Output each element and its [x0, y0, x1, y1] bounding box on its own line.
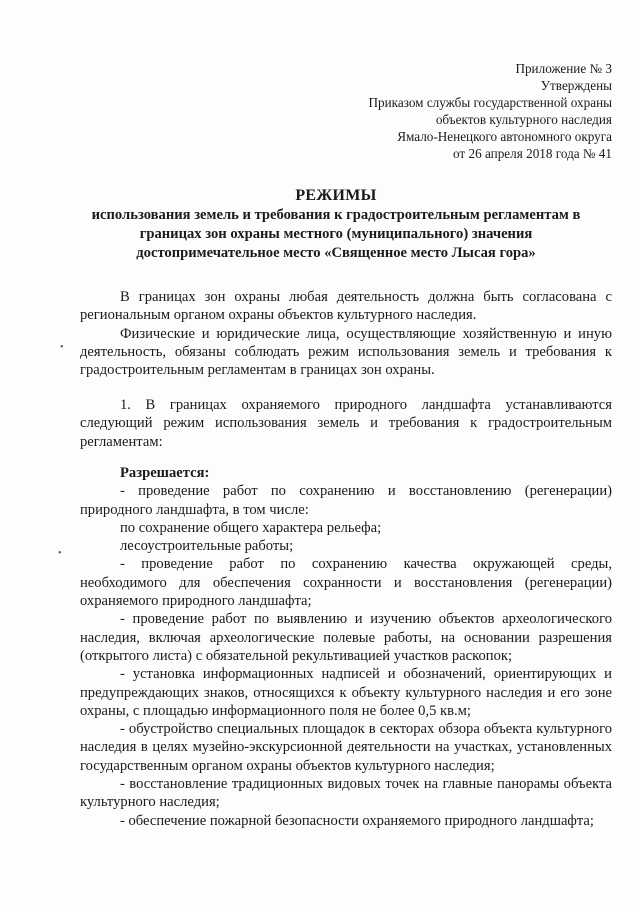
allowed-item-2: - проведение работ по сохранению качества окружающей среды, необходимого для обеспечения сохранности и восстановления (регенерации) охраняемого природного ландшафта; [80, 556, 612, 610]
header-line-appendix: Приложение № 3 [515, 61, 612, 76]
title-line-3: достопримечательное место «Священное место Лысая гора» [136, 245, 536, 261]
header-line-date: от 26 апреля 2018 года № 41 [453, 146, 612, 161]
header-line-order: Приказом службы государственной охраны [368, 95, 612, 110]
intro-paragraph-1: В границах зон охраны любая деятельность должна быть согласована с региональным органом охраны объектов культурного наследия. [80, 289, 612, 324]
allowed-item-1: - проведение работ по сохранению и восстановлению (регенерации) природного ландшафта, в том числе: [80, 483, 612, 518]
scan-speck: • [58, 548, 62, 559]
header-line-approved: Утверждены [540, 78, 612, 93]
title-main: РЕЖИМЫ [295, 187, 377, 204]
header-line-objects: объектов культурного наследия [435, 112, 612, 127]
allowed-item-6: - восстановление традиционных видовых точек на главные панорамы объекта культурного наследия; [80, 776, 612, 811]
allowed-item-5: - обустройство специальных площадок в секторах обзора объекта культурного наследия в целях музейно-экскурсионной деятельности на участках, установленных государственным органом охраны объектов культурного наследия; [80, 721, 612, 774]
scan-speck: • [60, 342, 64, 353]
intro-paragraph-2: Физические и юридические лица, осуществляющие хозяйственную и иную деятельность, обязаны соблюдать режим использования земель и требования к градостроительным регламентам в границах зон охраны. [80, 325, 612, 379]
document-title [60, 186, 612, 263]
approval-header [312, 60, 612, 162]
allowed-item-7: - обеспечение пожарной безопасности охраняемого природного ландшафта; [120, 812, 594, 829]
allowed-section [80, 464, 612, 830]
title-line-2: границах зон охраны местного (муниципального) значения [139, 226, 533, 242]
allowed-item-3: - проведение работ по выявлению и изучению объектов археологического наследия, включая археологические полевые работы, на основании разрешения (открытого листа) с обязательной рекультивацией участков раскопок; [80, 611, 612, 664]
header-line-region: Ямало-Ненецкого автономного округа [397, 129, 612, 144]
section-1-text: 1. В границах охраняемого природного ландшафта устанавливаются следующий режим использования земель и требования к градостроительным регламентам: [80, 397, 612, 450]
intro-section [80, 288, 612, 379]
allowed-heading: Разрешается: [120, 465, 210, 481]
title-line-1: использования земель и требования к градостроительным регламентам в [91, 207, 581, 223]
allowed-item-1-sub-2: лесоустроительные работы; [120, 538, 294, 555]
section-1 [80, 396, 612, 451]
allowed-item-4: - установка информационных надписей и обозначений, ориентирующих и предупреждающих знаков, относящихся к объекту культурного наследия и его зоне охраны, с площадью информационного поля не более 0,5 кв.м; [80, 666, 612, 719]
allowed-item-1-sub-1: по сохранение общего характера рельефа; [120, 519, 382, 536]
